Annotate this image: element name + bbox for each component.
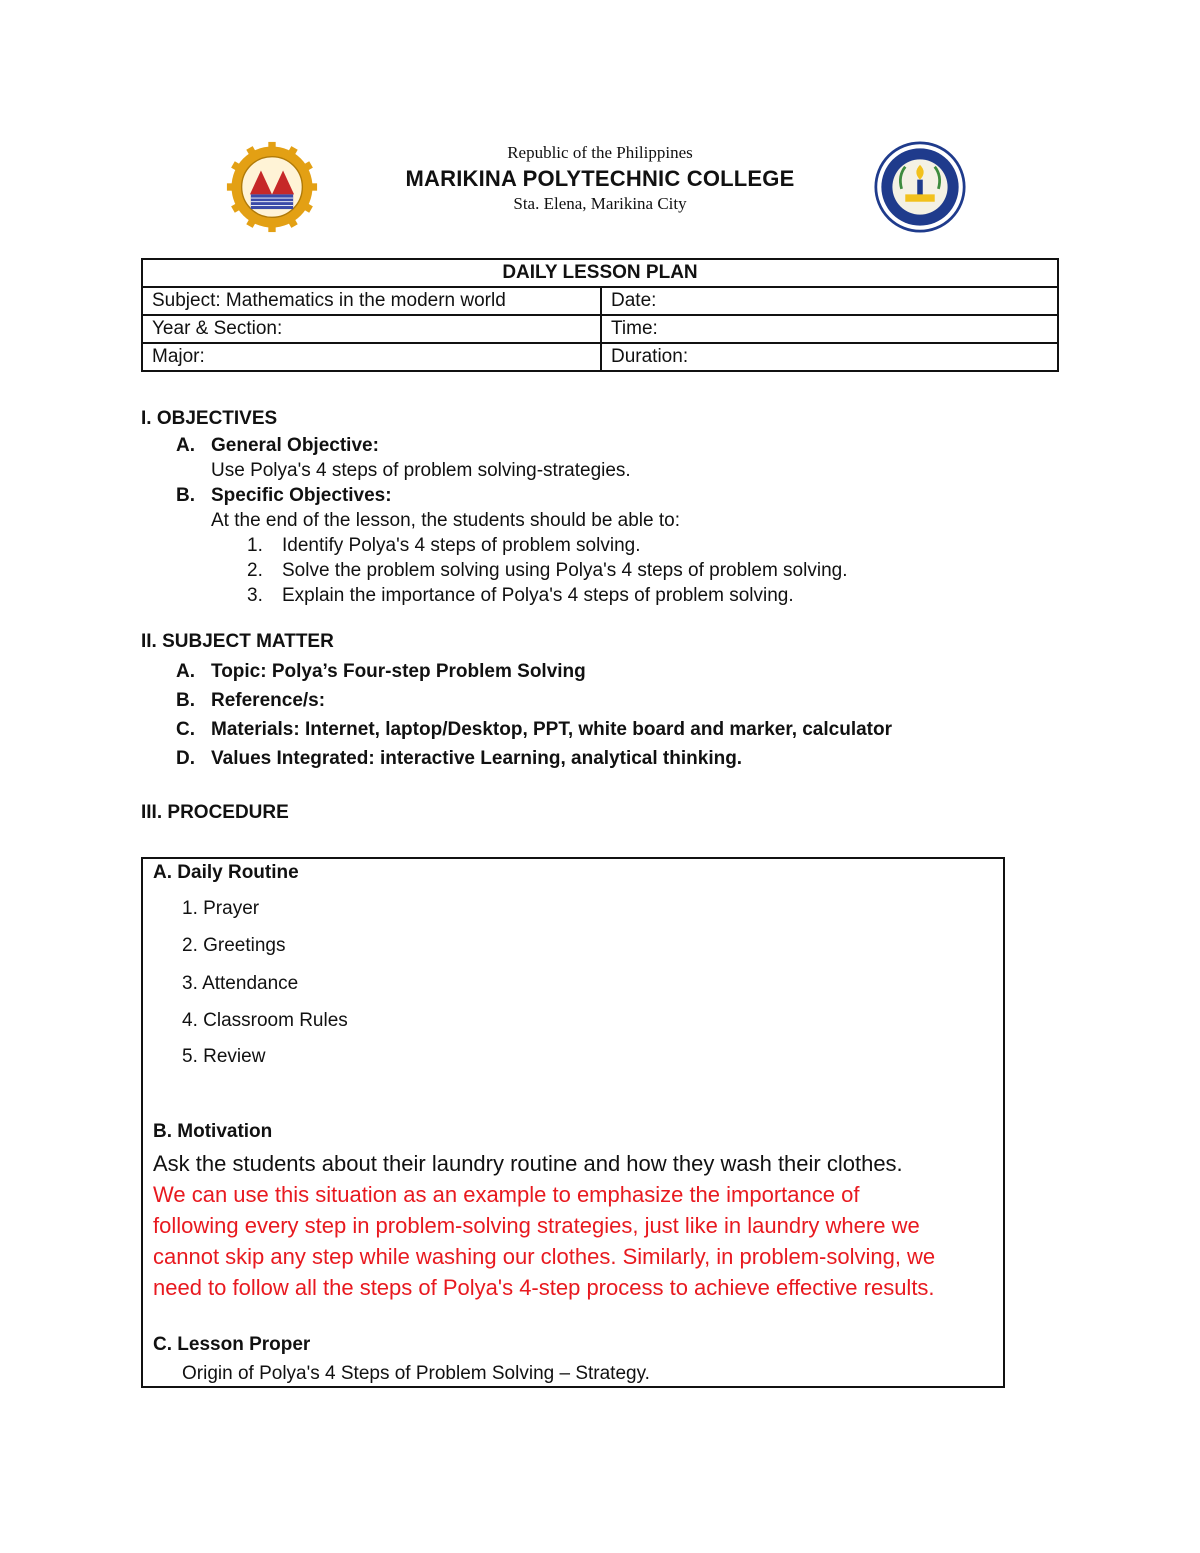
general-objective-label: A. bbox=[176, 435, 195, 456]
objective-item-text: Solve the problem solving using Polya's 4 steps of problem solving. bbox=[282, 560, 848, 581]
specific-objectives-intro: At the end of the lesson, the students should be able to: bbox=[211, 510, 680, 531]
lesson-proper-heading: C. Lesson Proper bbox=[153, 1334, 311, 1355]
subject-matter-item bbox=[176, 746, 742, 771]
motivation-note-line: We can use this situation as an example to emphasize the importance of bbox=[153, 1182, 860, 1207]
subject-matter-text: Materials: Internet, laptop/Desktop, PPT, white board and marker, calculator bbox=[211, 719, 893, 740]
major-cell: Major: bbox=[142, 343, 601, 371]
header-college-name: MARIKINA POLYTECHNIC COLLEGE bbox=[405, 166, 795, 191]
routine-item: 5. Review bbox=[182, 1046, 266, 1067]
general-objective-heading bbox=[176, 433, 379, 458]
motivation-text: Ask the students about their laundry routine and how they wash their clothes. bbox=[153, 1151, 903, 1176]
general-objective-title: General Objective: bbox=[211, 435, 379, 456]
lesson-proper-text: Origin of Polya's 4 Steps of Problem Solving – Strategy. bbox=[182, 1363, 650, 1384]
torch-college-seal-icon bbox=[874, 141, 966, 233]
objective-item-number: 3. bbox=[247, 585, 263, 606]
subject-matter-label: C. bbox=[176, 719, 195, 740]
specific-objectives-title: Specific Objectives: bbox=[211, 485, 392, 506]
objective-item bbox=[247, 558, 847, 583]
objective-item bbox=[247, 583, 794, 608]
objective-item-text: Identify Polya's 4 steps of problem solving. bbox=[282, 535, 641, 556]
routine-item: 3. Attendance bbox=[182, 973, 299, 994]
procedure-heading: III. PROCEDURE bbox=[141, 802, 289, 823]
subject-matter-text: Reference/s: bbox=[211, 690, 326, 711]
subject-matter-item bbox=[176, 717, 892, 742]
motivation-note-line: following every step in problem-solving strategies, just like in laundry where we bbox=[153, 1213, 920, 1238]
objectives-heading: I. OBJECTIVES bbox=[141, 408, 278, 429]
specific-objectives-label: B. bbox=[176, 485, 195, 506]
subject-matter-label: D. bbox=[176, 748, 195, 769]
lesson-plan-title: DAILY LESSON PLAN bbox=[142, 259, 1058, 287]
objective-item bbox=[247, 533, 640, 558]
marikina-polytechnic-gear-seal-icon bbox=[226, 141, 318, 233]
motivation-heading: B. Motivation bbox=[153, 1121, 273, 1142]
year-section-cell: Year & Section: bbox=[142, 315, 601, 343]
subject-matter-text: Topic: Polya’s Four-step Problem Solving bbox=[211, 661, 586, 682]
date-cell: Date: bbox=[601, 287, 1058, 315]
specific-objectives-heading bbox=[176, 483, 392, 508]
objective-item-text: Explain the importance of Polya's 4 steps of problem solving. bbox=[282, 585, 794, 606]
objective-item-number: 2. bbox=[247, 560, 263, 581]
subject-cell: Subject: Mathematics in the modern world bbox=[142, 287, 601, 315]
subject-matter-label: A. bbox=[176, 661, 195, 682]
duration-cell: Duration: bbox=[601, 343, 1058, 371]
daily-routine-heading: A. Daily Routine bbox=[153, 862, 299, 883]
time-cell: Time: bbox=[601, 315, 1058, 343]
routine-item: 2. Greetings bbox=[182, 935, 286, 956]
objective-item-number: 1. bbox=[247, 535, 263, 556]
lesson-plan-table bbox=[141, 258, 1059, 372]
general-objective-text: Use Polya's 4 steps of problem solving-strategies. bbox=[211, 460, 631, 481]
subject-matter-text: Values Integrated: interactive Learning, analytical thinking. bbox=[211, 748, 743, 769]
routine-item: 1. Prayer bbox=[182, 898, 260, 919]
header-address: Sta. Elena, Marikina City bbox=[513, 194, 687, 213]
subject-matter-item bbox=[176, 688, 325, 713]
header-republic: Republic of the Philippines bbox=[507, 143, 693, 162]
subject-matter-heading: II. SUBJECT MATTER bbox=[141, 631, 334, 652]
subject-matter-label: B. bbox=[176, 690, 195, 711]
motivation-note-line: need to follow all the steps of Polya's 4-step process to achieve effective results. bbox=[153, 1275, 935, 1300]
routine-item: 4. Classroom Rules bbox=[182, 1010, 348, 1031]
motivation-note-line: cannot skip any step while washing our clothes. Similarly, in problem-solving, we bbox=[153, 1244, 936, 1269]
subject-matter-item bbox=[176, 659, 586, 684]
